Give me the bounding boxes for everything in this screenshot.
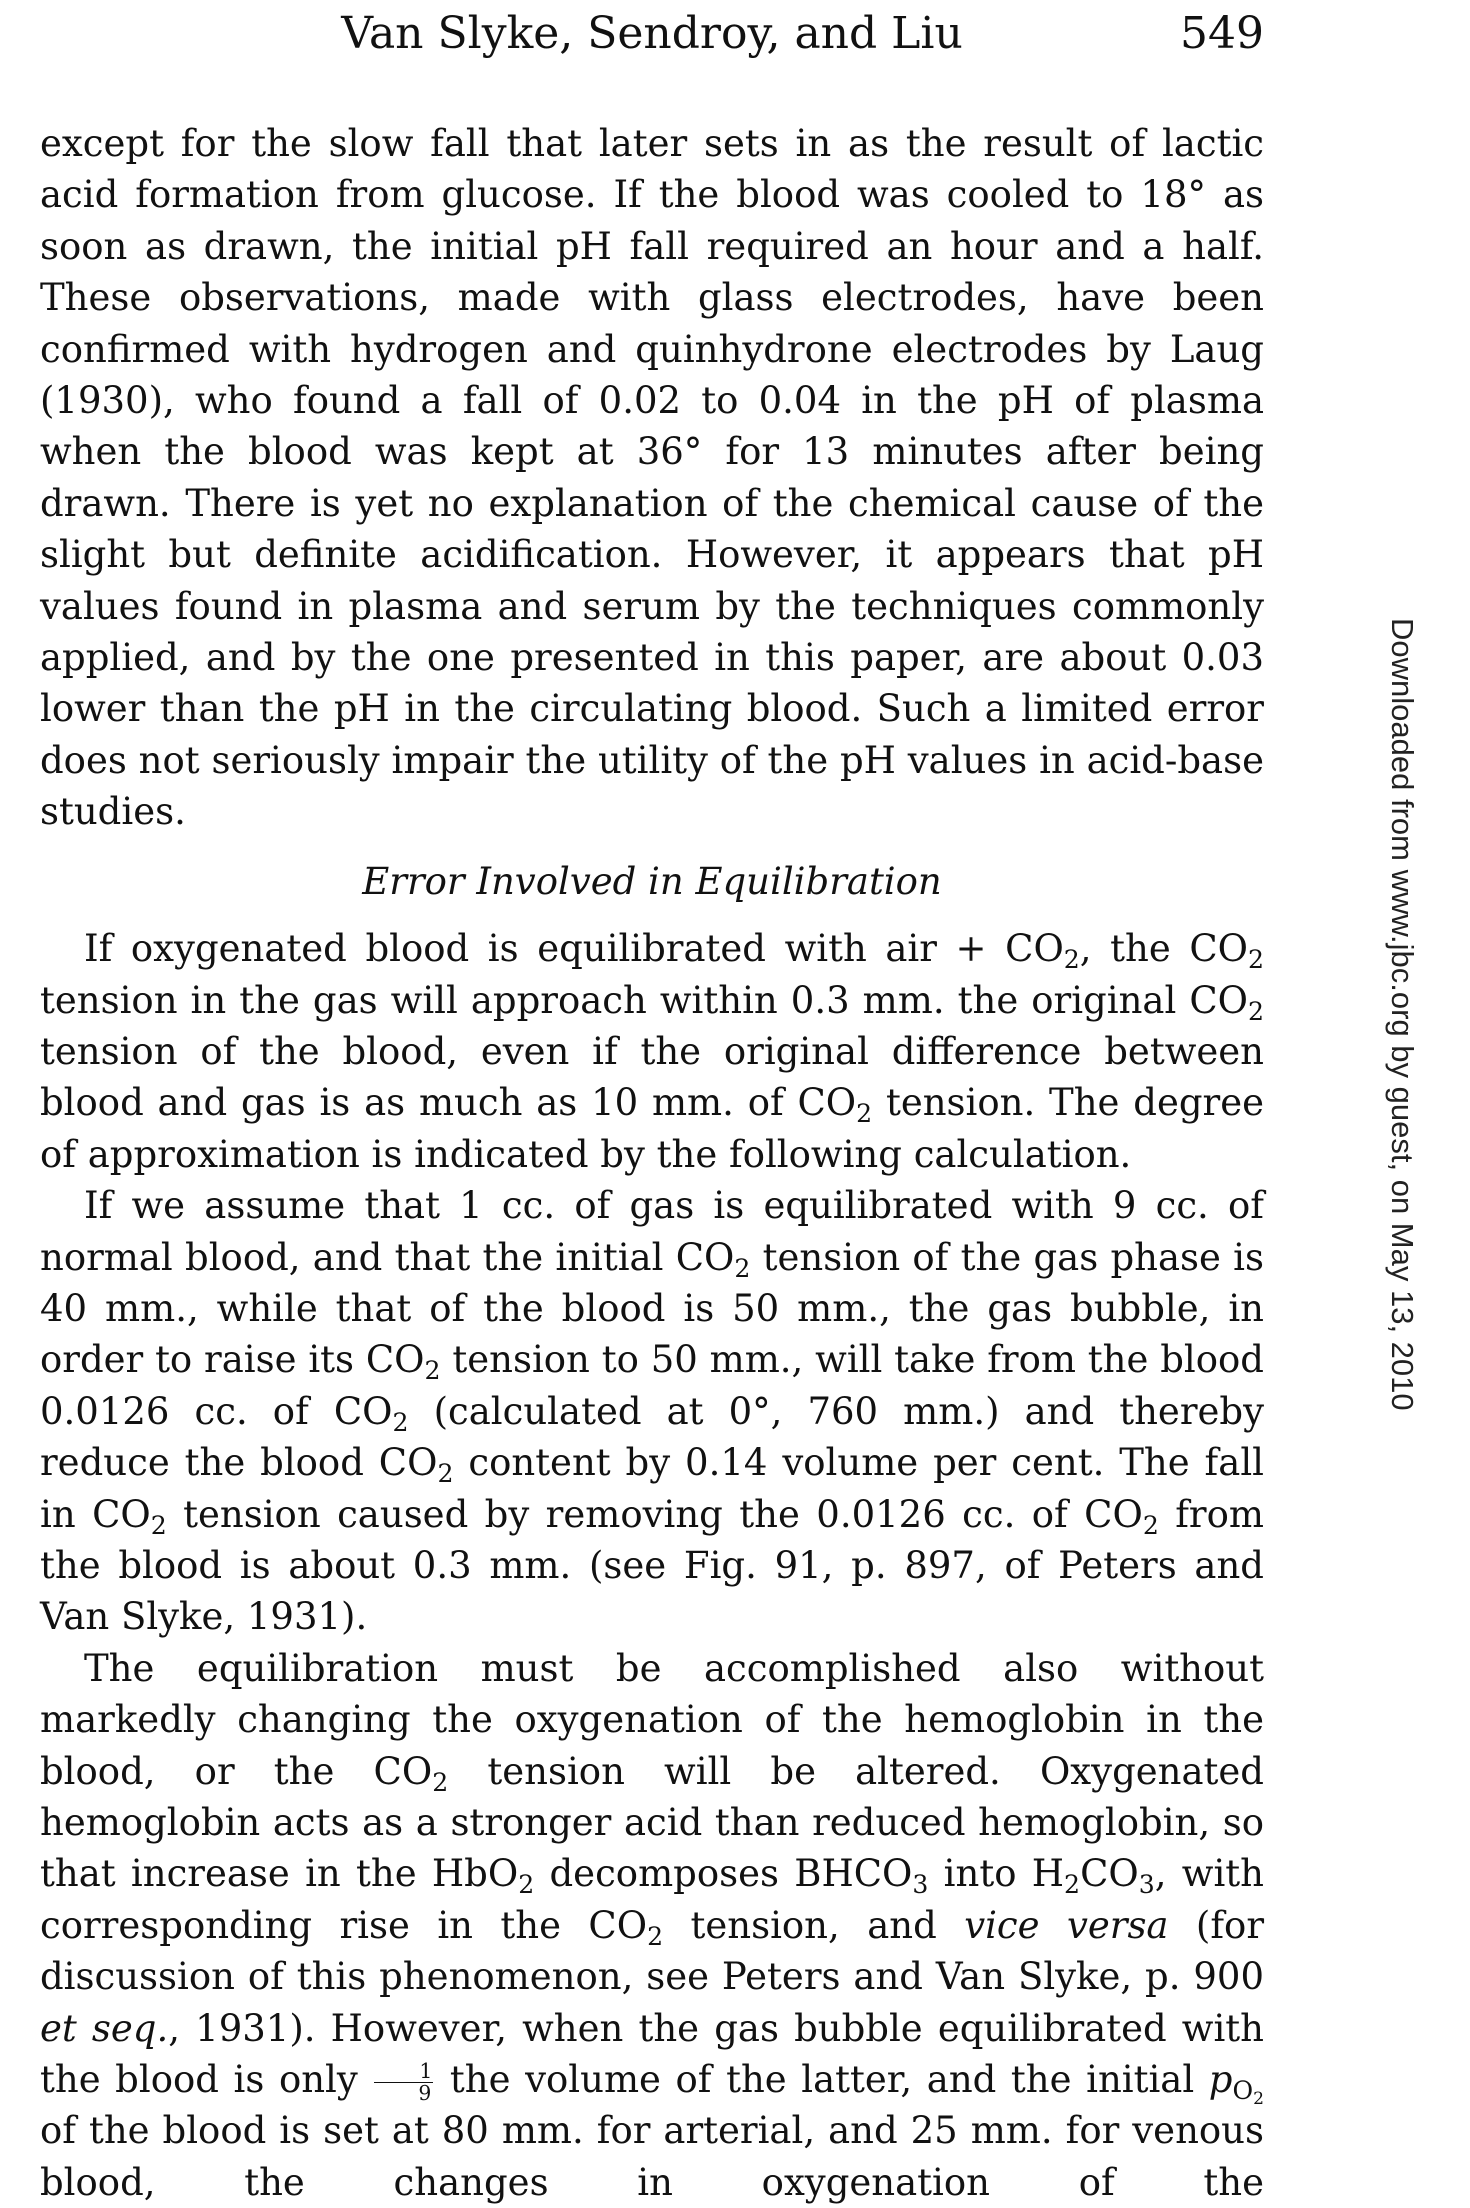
section-heading: Error Involved in Equilibration (362, 859, 942, 903)
paragraph-calculation: If we assume that 1 cc. of gas is equilibrated with 9 cc. of normal blood, and that the initial $CO_2$ tension of the gas phase is 40 mm., while that of the blood is 50 mm., the gas bubble, in order to raise its $CO_2$ tension to 50 mm., will take from the blood 0.0126 cc. of $CO_2$ (calculated at 0°, 760 mm.) and thereby reduce the blood $CO_2$ content by 0.14 volume per cent. The fall in $CO_2$ tension caused by removing the 0.0126 cc. of $CO_2$ from the blood is about 0.3 mm. (see Fig. 91, p. 897, of Peters and Van Slyke, 1931). (40, 1184, 1265, 1639)
body-text (40, 118, 1264, 2208)
paragraph-text: except for the slow fall that later sets in as the result of lactic acid formation from glucose. If the blood was cooled to 18° as soon as drawn, the initial pH fall required an hour and a half. These observations, made with glass electrodes, have been confirmed with hydrogen and quinhydrone electrodes by Laug (1930), who found a fall of 0.02 to 0.04 in the pH of plasma when the blood was kept at 36° for 13 minutes after being drawn. There is yet no explanation of the chemical cause of the slight but definite acidification. However, it appears that pH values found in plasma and serum by the techniques commonly applied, and by the one presented in this paper, are about 0.03 lower than the pH in the circulating blood. Such a limited error does not seriously impair the utility of the pH values in acid-base studies. (40, 122, 1264, 834)
running-header (40, 4, 1264, 64)
paragraph-equilibration-intro: If oxygenated blood is equilibrated with air + $CO_2$, the $CO_2$ tension in the gas will approach within 0.3 mm. the original $CO_2$ tension of the blood, even if the original difference between blood and gas is as much as 10 mm. of $CO_2$ tension. The degree of approximation is indicated by the following calculation. (40, 927, 1265, 1176)
fraction-one-ninth: $\frac{1}{9}$ (374, 2061, 433, 2105)
paragraph-continued (40, 118, 1264, 838)
page-number: 549 (1180, 8, 1264, 59)
paragraph-oxygenation: The equilibration must be accomplished also without markedly changing the oxygenation of the hemoglobin in the blood, or the $CO_2$ tension will be altered. Oxygenated hemoglobin acts as a stronger acid than reduced hemoglobin, so that increase in the HbO$_2$ decomposes $BHCO_3$ into $H_2CO_3$, with corresponding rise in the $CO_2$ tension, and vice versa (for discussion of this phenomenon, see Peters and Van Slyke, p. 900 et seq., 1931). However, when the gas bubble equilibrated with the blood is only $\frac{1}{9}$ the volume of the latter, and the initial $p_{O_2}$ of the blood is set at 80 mm. for arterial, and 25 mm. for venous blood, the changes in oxygenation of the (40, 1646, 1265, 2204)
running-title: Van Slyke, Sendroy, and Liu (341, 8, 963, 59)
download-watermark: Downloaded from www.jbc.org by guest, on May 13, 2010 (1385, 618, 1420, 1411)
